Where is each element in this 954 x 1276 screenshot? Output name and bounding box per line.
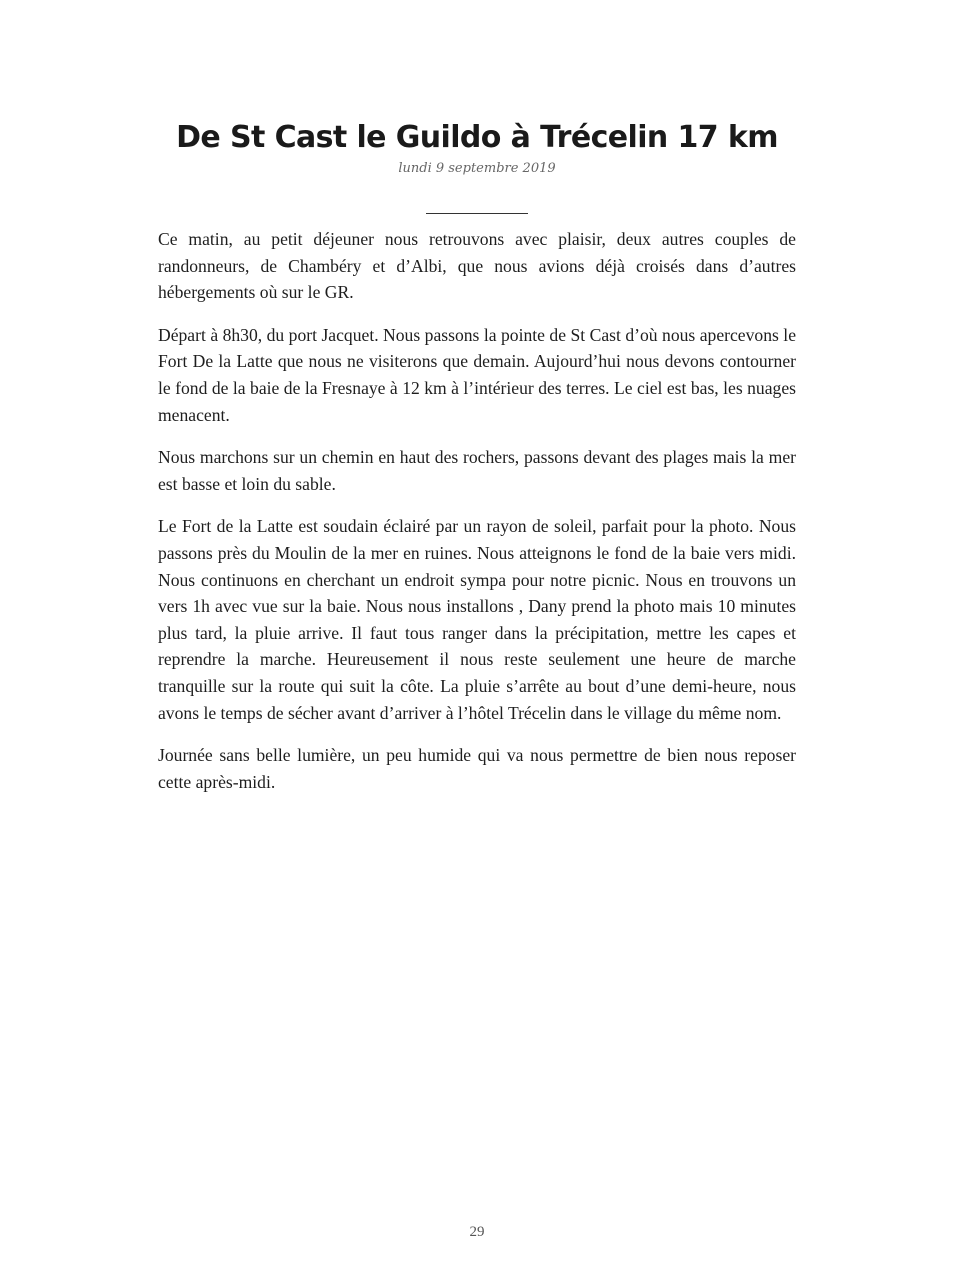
paragraph: Le Fort de la Latte est soudain éclairé par un rayon de soleil, parfait pour la photo. Nous passons près du Moulin de la mer en ruines. Nous atteignons le fond de la baie vers midi. Nous continuons en cherchant un endroit sympa pour notre picnic. Nous en trouvons un vers 1h avec vue sur la baie. Nous nous installons , Dany prend la photo mais 10 minutes plus tard, la pluie arrive. Il faut tous ranger dans la précipitation, mettre les capes et reprendre la marche. Heureusement il nous reste seulement une heure de marche tranquille sur la route qui suit la côte. La pluie s’arrête au bout d’une demi-heure, nous avons le temps de sécher avant d’arriver à l’hôtel Trécelin dans le village du même nom. <box>158 516 796 723</box>
page-number: 29 <box>469 1224 485 1240</box>
entry-date: lundi 9 septembre 2019 <box>398 161 556 176</box>
paragraph: Ce matin, au petit déjeuner nous retrouvons avec plaisir, deux autres couples de randonneurs, de Chambéry et d’Albi, que nous avions déjà croisés dans d’autres hébergements où sur le GR. <box>158 229 796 303</box>
body-text <box>158 226 796 811</box>
paragraph: Nous marchons sur un chemin en haut des rochers, passons devant des plages mais la mer est basse et loin du sable. <box>158 447 796 494</box>
title-divider <box>426 213 528 214</box>
paragraph: Journée sans belle lumière, un peu humide qui va nous permettre de bien nous reposer cette après-midi. <box>158 745 796 792</box>
page-title: De St Cast le Guildo à Trécelin 17 km <box>176 120 778 155</box>
paragraph: Départ à 8h30, du port Jacquet. Nous passons la pointe de St Cast d’où nous apercevons le Fort De la Latte que nous ne visiterons que demain. Aujourd’hui nous devons contourner le fond de la baie de la Fresnaye à 12 km à l’intérieur des terres. Le ciel est bas, les nuages menacent. <box>158 324 796 425</box>
